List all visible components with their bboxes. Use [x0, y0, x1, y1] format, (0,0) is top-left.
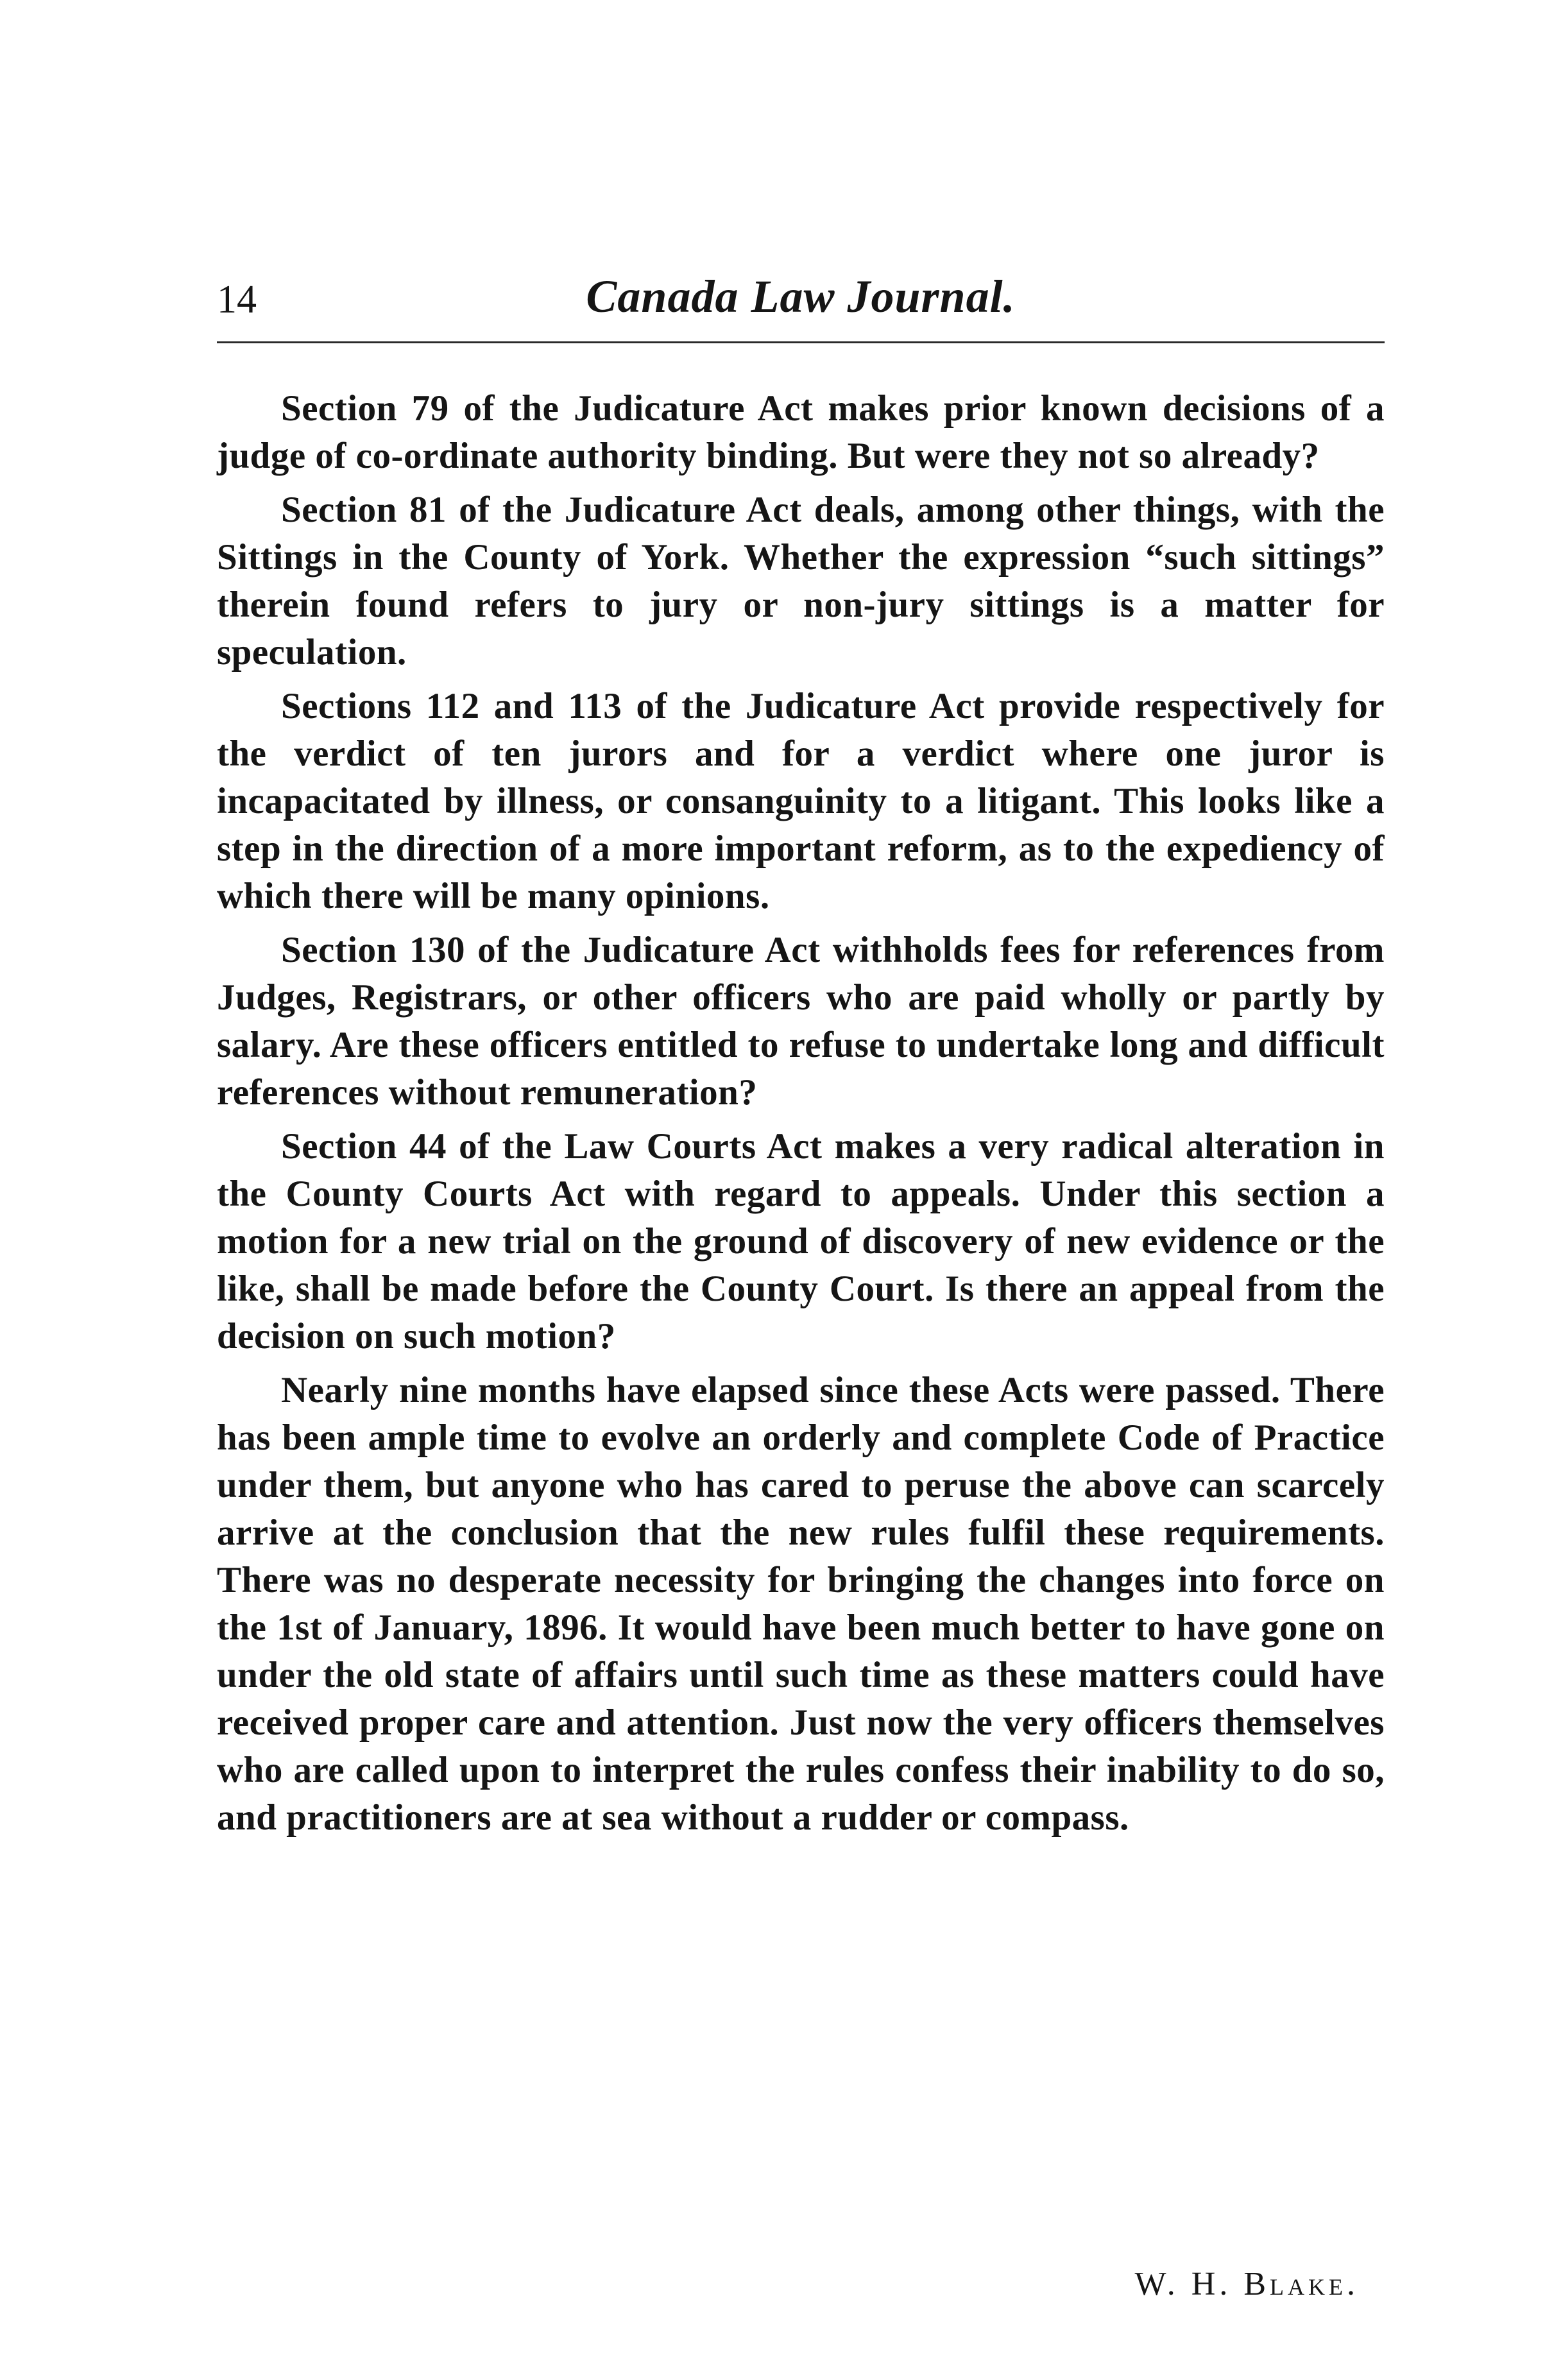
paragraph-section-130: Section 130 of the Judicature Act withholds fees for references from Judges, Registrars, or other officers who are paid wholly or partly by salary. Are these officers entitled to refuse to undertake long and difficult references without remuneration?	[217, 930, 1385, 1113]
running-title: Canada Law Journal.	[586, 271, 1016, 322]
paragraph-sections-112-113: Sections 112 and 113 of the Judicature Act provide respectively for the verdict of ten jurors and for a verdict where one juror is incapacitated by illness, or consanguinity to a litigant. This looks like a step in the direction of a more important reform, as to the expediency of which there will be many opinions.	[217, 686, 1385, 916]
page-number: 14	[217, 278, 257, 321]
paragraph-conclusion: Nearly nine months have elapsed since these Acts were passed. There has been ample time to evolve an orderly and complete Code of Practice under them, but anyone who has cared to peruse the above can scarcely arrive at the conclusion that the new rules fulfil these requirements. There was no desperate necessity for bringing the changes into force on the 1st of January, 1896. It would have been much better to have gone on under the old state of affairs until such time as these matters could have received proper care and attention. Just now the very officers themselves who are called upon to interpret the rules confess their inability to do so, and practitioners are at sea without a rudder or compass.	[217, 1370, 1385, 1838]
author-signature: W. H. Blake.	[1134, 2266, 1359, 2302]
journal-page	[217, 270, 1385, 2302]
paragraph-section-79: Section 79 of the Judicature Act makes prior known decisions of a judge of co-ordinate authority binding. But were they not so already?	[217, 388, 1385, 476]
page-header	[217, 270, 1385, 340]
paragraph-section-81: Section 81 of the Judicature Act deals, among other things, with the Sittings in the County of York. Whether the expression “such sittings” therein found refers to jury or non-jury sittings is a matter for speculation.	[217, 490, 1385, 672]
article-body	[217, 385, 1385, 1848]
header-rule	[217, 341, 1385, 343]
paragraph-section-44: Section 44 of the Law Courts Act makes a very radical alteration in the County Courts Act with regard to appeals. Under this section a motion for a new trial on the ground of discovery of new evidence or the like, shall be made before the County Court. Is there an appeal from the decision on such motion?	[217, 1126, 1385, 1357]
